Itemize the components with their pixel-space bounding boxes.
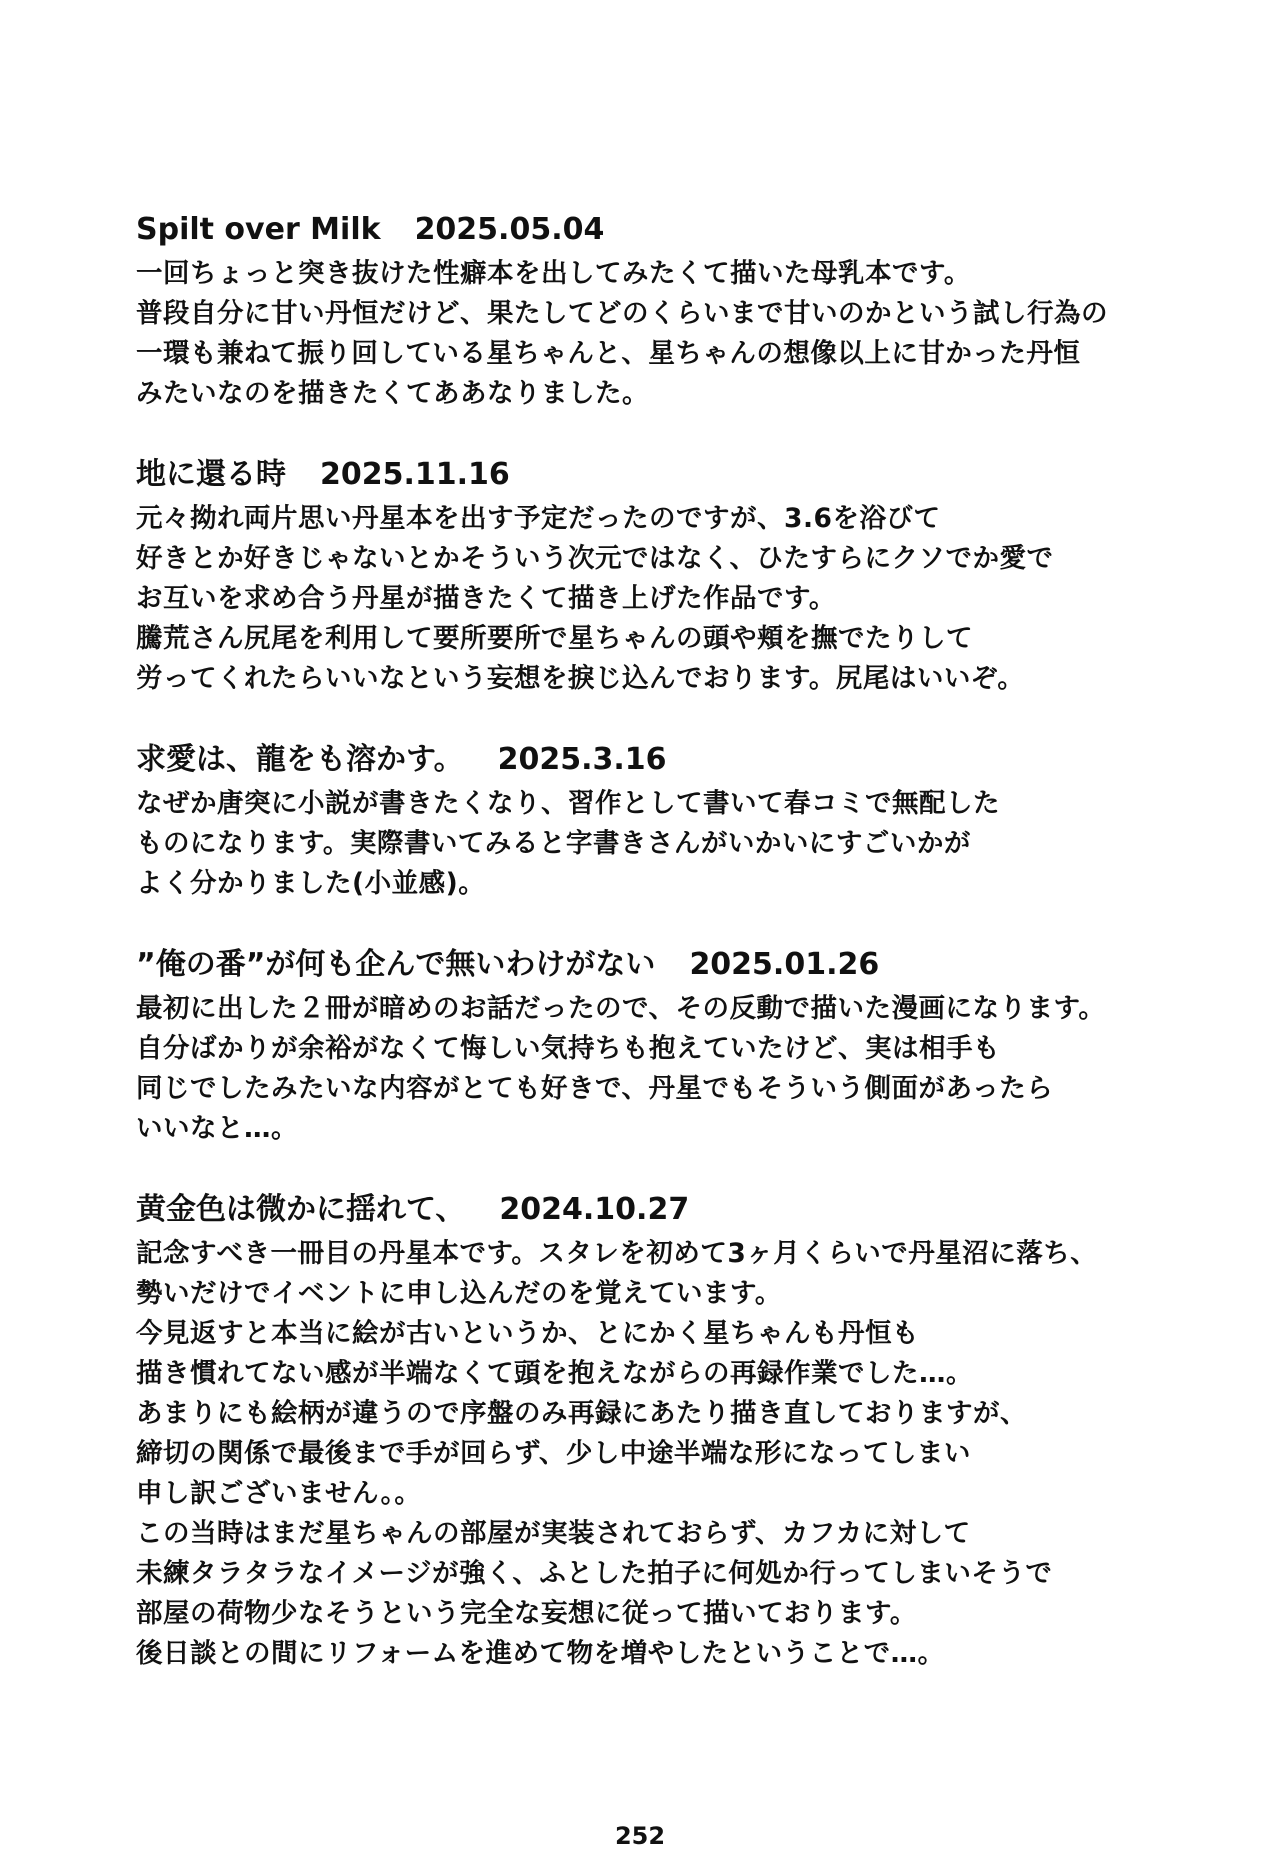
- entry-line: 一環も兼ねて振り回している星ちゃんと、星ちゃんの想像以上に甘かった丹恒: [136, 338, 1081, 369]
- entry-line: 普段自分に甘い丹恒だけど、果たしてどのくらいまで甘いのかという試し行為の: [136, 298, 1108, 329]
- entry-line: ものになります。実際書いてみると字書きさんがいかいにすごいかが: [136, 828, 971, 859]
- entry-line: この当時はまだ星ちゃんの部屋が実装されておらず、カフカに対して: [136, 1518, 971, 1549]
- entry-spilt-over-milk: [136, 206, 1246, 414]
- entry-title: 地に還る時: [136, 457, 286, 492]
- entry-line: お互いを求め合う丹星が描きたくて描き上げた作品です。: [136, 583, 836, 614]
- entry-heading: [136, 206, 1246, 254]
- entry-body: [136, 989, 1246, 1149]
- entry-title: Spilt over Milk: [136, 212, 381, 247]
- entry-line: 後日談との間にリフォームを進めて物を増やしたということで…。: [136, 1638, 945, 1669]
- entry-line: 部屋の荷物少なそうという完全な妄想に従って描いております。: [136, 1598, 917, 1629]
- entry-body: [136, 499, 1246, 699]
- entry-body: [136, 1234, 1246, 1674]
- entry-heading: [136, 736, 1246, 784]
- entry-title: 黄金色は微かに揺れて、: [136, 1192, 466, 1227]
- entry-line: 申し訳ございません。。: [136, 1478, 422, 1509]
- entry-heading: [136, 941, 1246, 989]
- entry-title: ”俺の番”が何も企んで無いわけがない: [136, 947, 656, 982]
- entry-line: 今見返すと本当に絵が古いというか、とにかく星ちゃんも丹恒も: [136, 1318, 919, 1349]
- entry-line: 描き慣れてない感が半端なくて頭を抱えながらの再録作業でした…。: [136, 1358, 973, 1389]
- entry-date: 2024.10.27: [499, 1192, 690, 1227]
- entry-line: 勢いだけでイベントに申し込んだのを覚えています。: [136, 1278, 782, 1309]
- entry-chi-ni-kaeru-toki: [136, 451, 1246, 699]
- entry-line: 騰荒さん尻尾を利用して要所要所で星ちゃんの頭や頬を撫でたりして: [136, 623, 973, 654]
- entry-koganeiro: [136, 1186, 1246, 1674]
- entry-line: よく分かりました(小並感)。: [136, 868, 486, 899]
- afterword-page: [136, 206, 1246, 1711]
- entry-line: 一回ちょっと突き抜けた性癖本を出してみたくて描いた母乳本です。: [136, 258, 971, 289]
- entry-line: なぜか唐突に小説が書きたくなり、習作として書いて春コミで無配した: [136, 788, 1000, 819]
- entry-line: 最初に出した２冊が暗めのお話だったので、その反動で描いた漫画になります。: [136, 993, 1106, 1024]
- entry-line: 締切の関係で最後まで手が回らず、少し中途半端な形になってしまい: [136, 1438, 971, 1469]
- entry-ore-no-tsugai: [136, 941, 1246, 1149]
- entry-line: 労ってくれたらいいなという妄想を捩じ込んでおります。尻尾はいいぞ。: [136, 663, 1025, 694]
- entry-date: 2025.05.04: [414, 212, 605, 247]
- entry-line: 自分ばかりが余裕がなくて悔しい気持ちも抱えていたけど、実は相手も: [136, 1033, 1000, 1064]
- entry-heading: [136, 1186, 1246, 1234]
- entry-line: 記念すべき一冊目の丹星本です。スタレを初めて3ヶ月くらいで丹星沼に落ち、: [136, 1238, 1098, 1269]
- entry-line: みたいなのを描きたくてああなりました。: [136, 378, 649, 409]
- entry-line: 同じでしたみたいな内容がとても好きで、丹星でもそういう側面があったら: [136, 1073, 1054, 1104]
- entry-title: 求愛は、龍をも溶かす。: [136, 742, 464, 777]
- entry-date: 2025.01.26: [689, 947, 880, 982]
- entry-line: 未練タラタラなイメージが強く、ふとした拍子に何処か行ってしまいそうで: [136, 1558, 1053, 1589]
- entry-body: [136, 254, 1246, 414]
- entry-line: あまりにも絵柄が違うので序盤のみ再録にあたり描き直しておりますが、: [136, 1398, 1027, 1429]
- entry-kyuuai: [136, 736, 1246, 904]
- entry-date: 2025.3.16: [497, 742, 667, 777]
- entry-heading: [136, 451, 1246, 499]
- entry-line: 好きとか好きじゃないとかそういう次元ではなく、ひたすらにクソでか愛で: [136, 543, 1054, 574]
- page-number: 252: [614, 1822, 666, 1850]
- entry-body: [136, 784, 1246, 904]
- entry-line: 元々拗れ両片思い丹星本を出す予定だったのですが、3.6を浴びて: [136, 503, 941, 534]
- entry-line: いいなと…。: [136, 1113, 298, 1144]
- entry-date: 2025.11.16: [320, 457, 510, 492]
